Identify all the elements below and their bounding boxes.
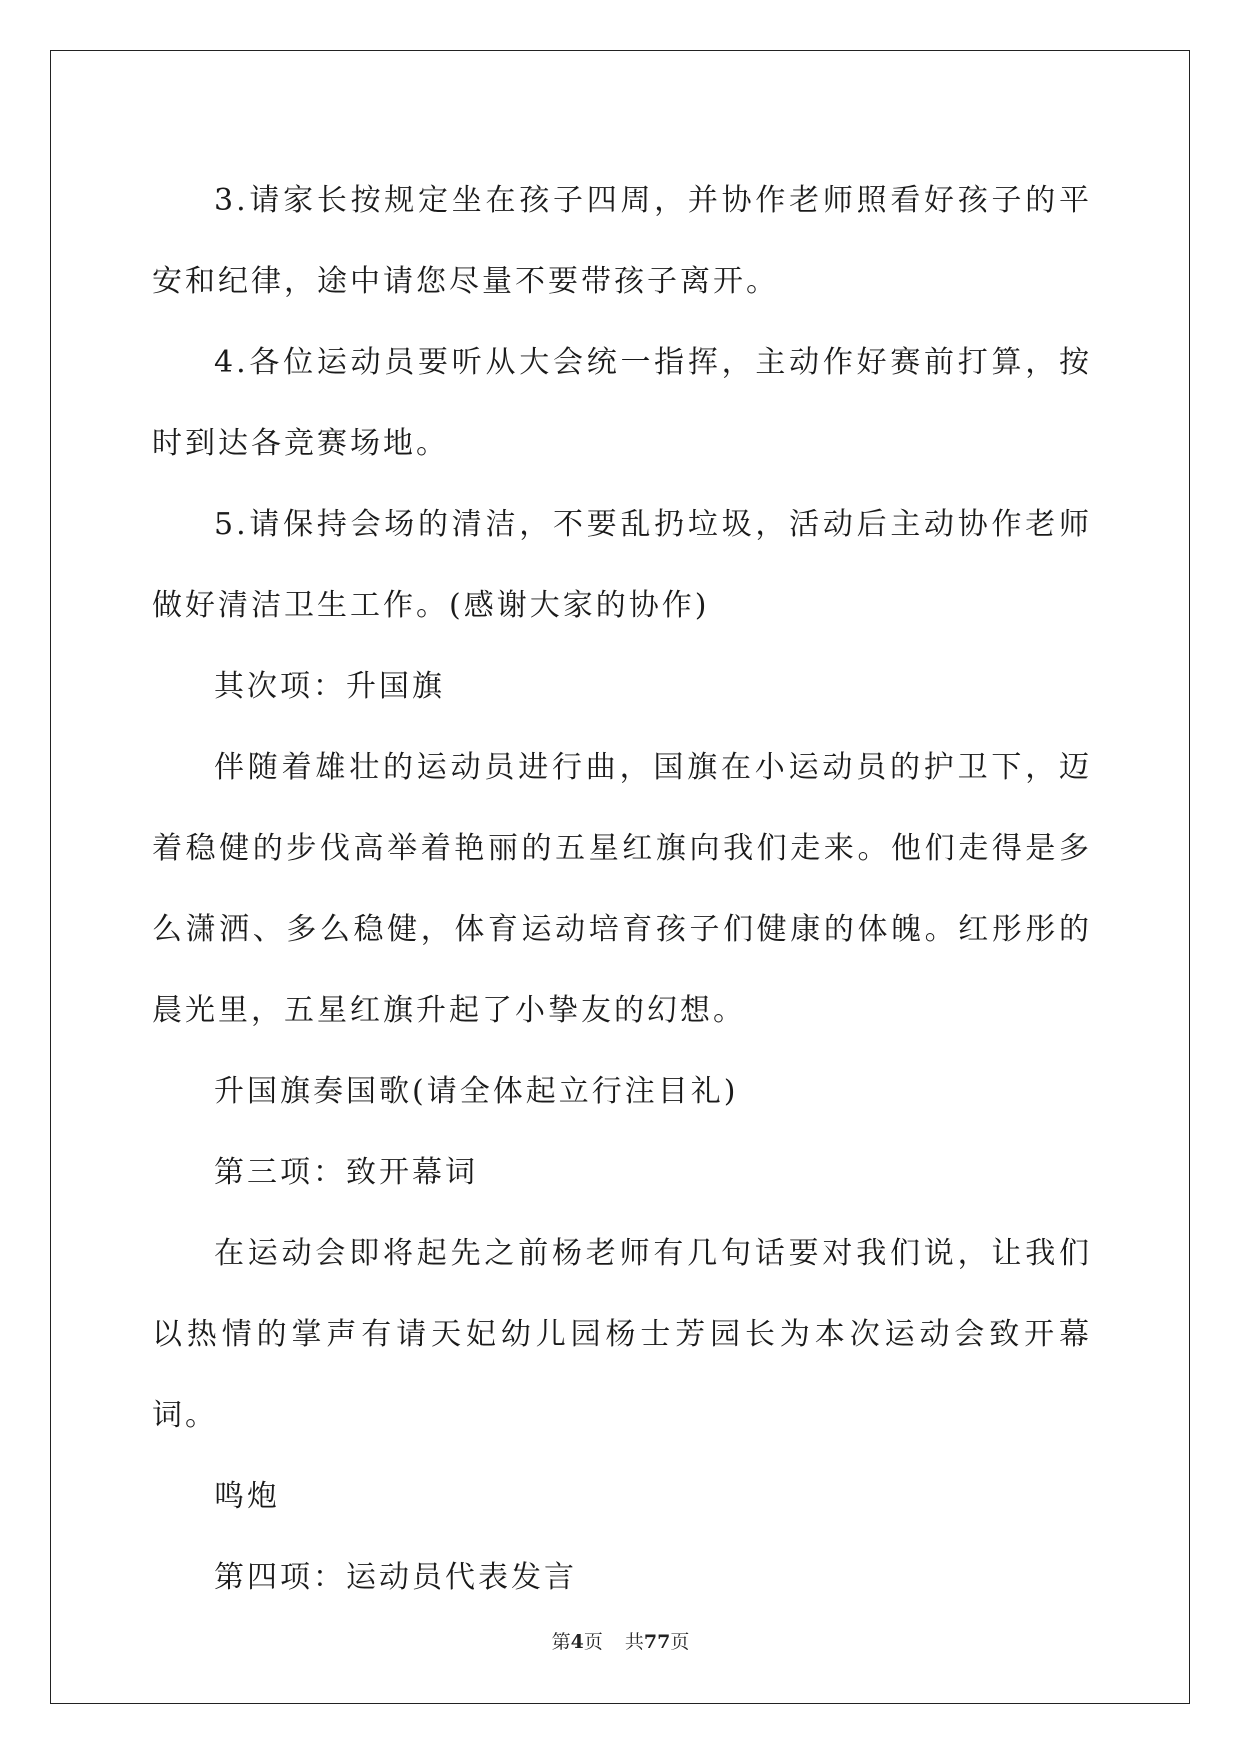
- paragraph-firecrackers: 鸣炮: [214, 1479, 280, 1514]
- total-pages: 77: [643, 1631, 671, 1653]
- section-heading-flag-raising: 其次项：升国旗: [214, 669, 445, 704]
- document-body: [152, 160, 1092, 1618]
- paragraph-item-4: 4.各位运动员要听从大会统一指挥，主动作好赛前打算，按时到达各竞赛场地。: [152, 345, 1092, 461]
- paragraph-anthem: 升国旗奏国歌(请全体起立行注目礼): [214, 1074, 739, 1109]
- paragraph-flag-description: 伴随着雄壮的运动员进行曲，国旗在小运动员的护卫下，迈着稳健的步伐高举着艳丽的五星红旗向我们走来。他们走得是多么潇洒、多么稳健，体育运动培育孩子们健康的体魄。红彤彤的晨光里，五星红旗升起了小挚友的幻想。: [152, 750, 1092, 1028]
- section-heading-athlete-speech: 第四项：运动员代表发言: [214, 1560, 577, 1595]
- total-prefix: 共: [624, 1631, 644, 1653]
- section-heading-opening-speech: 第三项：致开幕词: [214, 1155, 478, 1190]
- page-prefix: 第: [551, 1631, 571, 1653]
- page-suffix: 页: [583, 1631, 603, 1653]
- paragraph-item-5: 5.请保持会场的清洁，不要乱扔垃圾，活动后主动协作老师做好清洁卫生工作。(感谢大家的协作): [152, 507, 1092, 623]
- page-footer: [0, 1627, 1241, 1654]
- paragraph-opening-speech: 在运动会即将起先之前杨老师有几句话要对我们说，让我们以热情的掌声有请天妃幼儿园杨士芳园长为本次运动会致开幕词。: [152, 1236, 1092, 1433]
- paragraph-item-3: 3.请家长按规定坐在孩子四周，并协作老师照看好孩子的平安和纪律，途中请您尽量不要带孩子离开。: [152, 183, 1092, 299]
- total-suffix: 页: [670, 1631, 690, 1653]
- page-number: 4: [570, 1631, 584, 1653]
